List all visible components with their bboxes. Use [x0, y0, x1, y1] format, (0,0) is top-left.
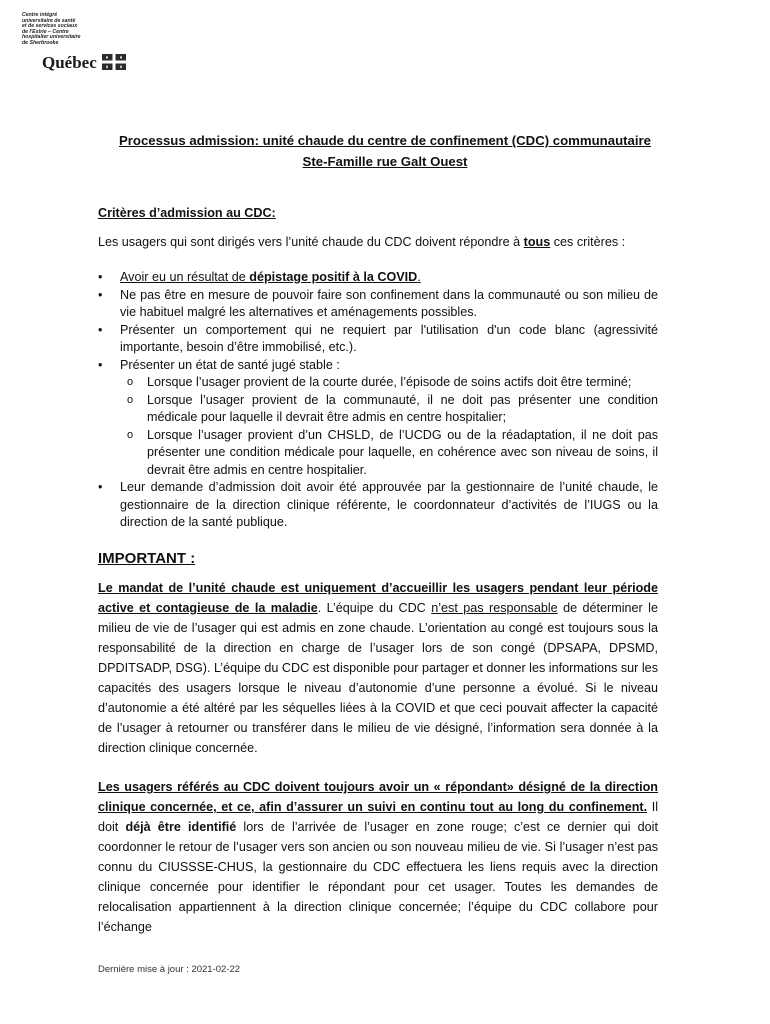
- org-line: hospitalier universitaire: [22, 34, 81, 41]
- sub-criterion-chsld: o Lorsque l’usager provient d’un CHSLD, de l’UCDG ou de la réadaptation, il ne doit pas présenter une condition médicale pour laquelle, en cohérence avec son niveau de soins, il devrait être admis en centre hospitalier.: [120, 427, 658, 480]
- health-state-sublist: [120, 374, 658, 479]
- org-line: de Sherbrooke: [22, 39, 59, 46]
- quebec-wordmark: Québec: [42, 53, 97, 72]
- sub-criterion-community: o Lorsque l’usager provient de la communauté, il ne doit pas présenter une condition médicale pour laquelle il devrait être admis en centre hospitalier;: [120, 392, 658, 427]
- criterion-text: Avoir eu un résultat de: [120, 270, 250, 284]
- criterion-text: .: [417, 270, 421, 284]
- organization-name: [22, 13, 122, 47]
- org-line: de l'Estrie – Centre: [22, 28, 69, 35]
- paragraph-bold: déjà être identifié: [125, 820, 237, 834]
- intro-text-end: ces critères :: [550, 235, 626, 249]
- intro-text: Les usagers qui sont dirigés vers l’unité chaude du CDC doivent répondre à: [98, 235, 524, 249]
- paragraph-text: lors de l’arrivée de l’usager en zone rouge; c’est ce dernier qui doit coordonner le retour de l’usager vers son ancien ou son nouveau milieu de vie. Si l’usager n’est pas connu du CIUSSSE-CHUS, la gestionnaire du CDC effectuera les liens requis avec la direction clinique concernée pour identifier le répondant pour cet usager. Toutes les demandes de relocalisation appartiennent à la direction clinique concernée; l’équipe du CDC collabore pour l’échange: [98, 820, 658, 934]
- paragraph-text: Il doit: [98, 800, 658, 834]
- criterion-covid-test: [98, 269, 658, 287]
- criteria-list: [98, 269, 658, 532]
- criteria-heading: Critères d’admission au CDC:: [98, 206, 276, 220]
- criterion-behaviour: • Présenter un comportement qui ne requiert par l'utilisation d'un code blanc (agressivité importante, besoin d’être immobilisé, etc.).: [98, 322, 658, 357]
- paragraph-emphasis: Le mandat de l’unité chaude est uniquement d’accueillir les usagers pendant leur période active et contagieuse de la maladie: [98, 581, 658, 615]
- document-title: [60, 130, 710, 172]
- paragraph-emphasis: Les usagers référés au CDC doivent toujours avoir un « répondant» désigné de la direction clinique concernée, et ce, afin d’assurer un suivi en continu tout au long du confinement.: [98, 780, 658, 814]
- title-line-1: Processus admission: unité chaude du centre de confinement (CDC) communautaire: [118, 133, 651, 148]
- criterion-health-state: [98, 357, 658, 480]
- paragraph-text: de déterminer le milieu de vie de l’usager qui est admis en zone chaude. L’orientation au congé est toujours sous la responsabilité de la direction en charge de l’usager lors de son congé (DPSAPA, DPSMD, DPDITSADP, DSG). L’équipe du CDC est disponible pour partager et donner les informations sur les capacités des usagers lorsque le niveau d’autonomie d’une personne a évolué. Si le niveau d’autonomie a été altéré par les séquelles liées à la COVID et que ceci pouvait affecter la capacité de l’usager à retourner ou transférer dans le milieu de vie désigné, l’information sera donnée à la direction clinique concernée.: [98, 601, 658, 755]
- criteria-intro: [98, 234, 658, 252]
- criterion-emphasis: dépistage positif à la COVID: [249, 270, 418, 284]
- criterion-approval: • Leur demande d’admission doit avoir été approuvée par la gestionnaire de l’unité chaude, le gestionnaire de la direction clinique référente, le coordonnateur d’activités de l’IUGS ou la direction de la santé publique.: [98, 479, 658, 532]
- sub-criterion-short-stay: o Lorsque l’usager provient de la courte durée, l’épisode de soins actifs doit être terminé;: [120, 374, 658, 392]
- important-paragraph-2: [98, 777, 658, 937]
- paragraph-underline: n’est pas responsable: [431, 601, 558, 615]
- criterion-text: Présenter un état de santé jugé stable :: [120, 357, 340, 372]
- org-line: universitaire de santé: [22, 17, 76, 24]
- ciusss-logo: [22, 13, 132, 73]
- important-heading: IMPORTANT :: [98, 550, 196, 567]
- quebec-flag-icon: [102, 54, 126, 70]
- org-line: Centre intégré: [22, 12, 58, 18]
- intro-emphasis: tous: [523, 235, 551, 249]
- important-paragraph-1: [98, 578, 658, 758]
- criterion-confinement: • Ne pas être en mesure de pouvoir faire son confinement dans la communauté ou son milieu de vie habituel malgré les alternatives et aménagements possibles.: [98, 287, 658, 322]
- title-line-2: Ste-Famille rue Galt Ouest: [302, 154, 468, 169]
- paragraph-text: . L’équipe du CDC: [317, 601, 432, 615]
- org-line: et de services sociaux: [22, 23, 78, 30]
- last-updated-footer: Dernière mise à jour : 2021-02-22: [98, 964, 241, 975]
